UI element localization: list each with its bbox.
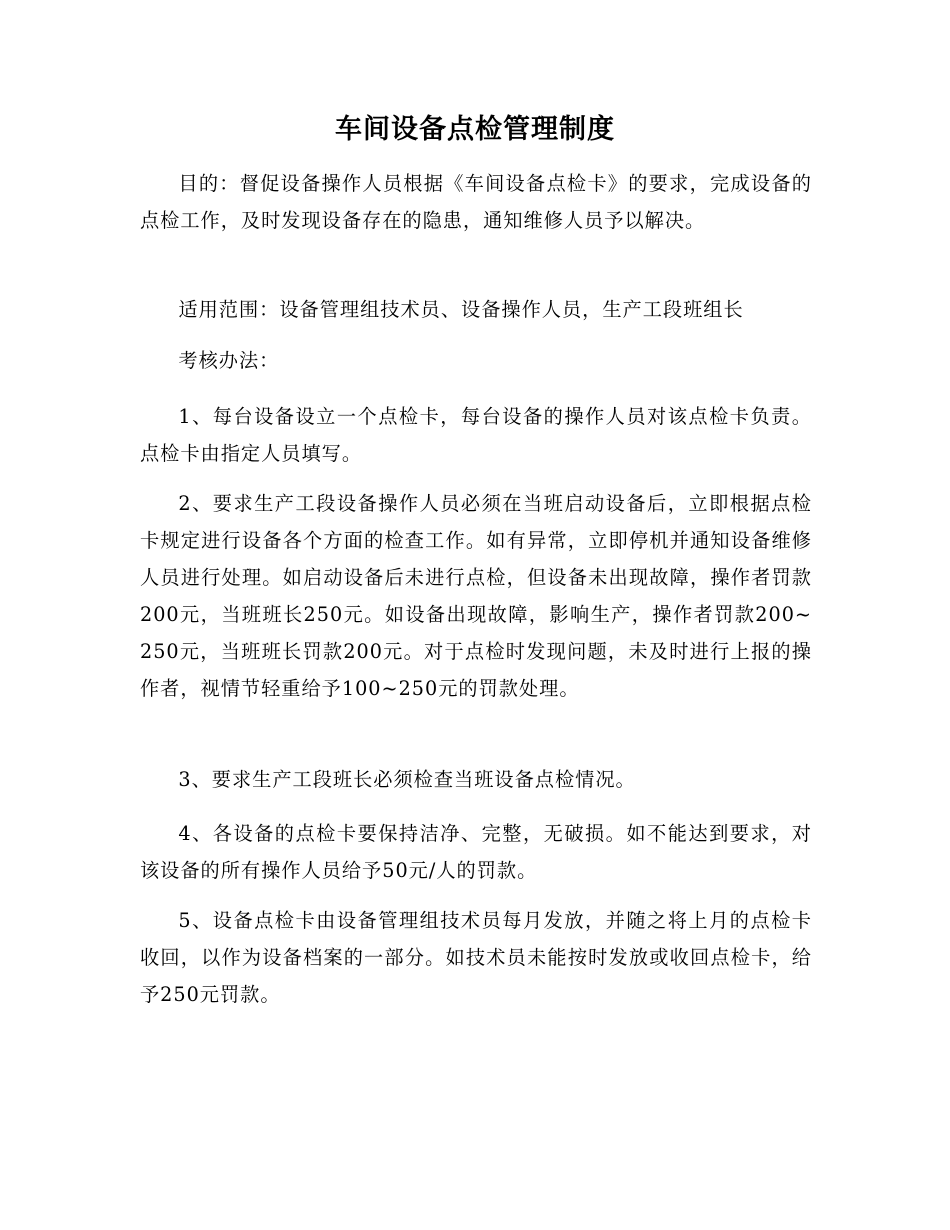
rule-item-3: 3、要求生产工段班长必须检查当班设备点检情况。 <box>178 768 636 791</box>
scope-paragraph: 适用范围：设备管理组技术员、设备操作人员，生产工段班组长 <box>178 298 744 321</box>
rule-item-1: 1、每台设备设立一个点检卡，每台设备的操作人员对该点检卡负责。点检卡由指定人员填写。 <box>140 405 812 465</box>
purpose-paragraph: 目的：督促设备操作人员根据《车间设备点检卡》的要求，完成设备的点检工作，及时发现设备存在的隐患，通知维修人员予以解决。 <box>140 172 812 232</box>
document-title: 车间设备点检管理制度 <box>335 114 615 145</box>
rule-item-5: 5、设备点检卡由设备管理组技术员每月发放，并随之将上月的点检卡收回，以作为设备档案的一部分。如技术员未能按时发放或收回点检卡，给予250元罚款。 <box>140 909 812 1006</box>
assessment-heading: 考核办法： <box>178 349 280 372</box>
rule-item-4: 4、各设备的点检卡要保持洁净、完整，无破损。如不能达到要求，对该设备的所有操作人员给予50元/人的罚款。 <box>140 822 812 882</box>
rule-item-2: 2、要求生产工段设备操作人员必须在当班启动设备后，立即根据点检卡规定进行设备各个方面的检查工作。如有异常，立即停机并通知设备维修人员进行处理。如启动设备后未进行点检，但设备未出现故障，操作者罚款200元，当班班长250元。如设备出现故障，影响生产，操作者罚款200~250元，当班班长罚款200元。对于点检时发现问题，未及时进行上报的操作者，视情节轻重给予100~250元的罚款处理。 <box>140 492 812 700</box>
